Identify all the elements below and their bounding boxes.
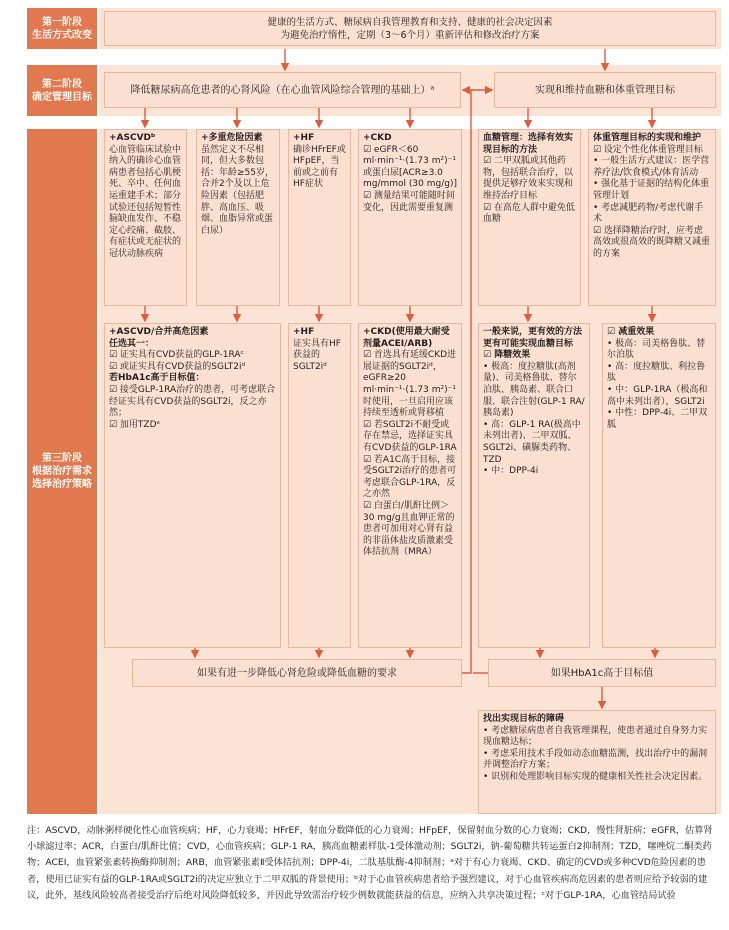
ckd-definition-box: +CKD ☑ eGFR＜60 ml·min⁻¹·(1.73 m²)⁻¹或蛋白尿[ACR≥3.0 mg/mmol (30 mg/g)] ☑ 测量结果可能随时间变化，因此需要重复测	[358, 129, 462, 306]
hf-treatment-box: +HF 证实具有HF获益的SGLT2iᵈ	[288, 323, 351, 648]
lifestyle-box: 健康的生活方式、糖尿病自我管理教育和支持、健康的社会决定因素 为避免治疗惰性，定期（3～6个月）重新评估和修改治疗方案	[104, 11, 716, 46]
weight-efficacy-box: ☑ 减重效果 • 极高：司美格鲁肽、替尔泊肽 • 高：度拉糖肽、利拉鲁肽 • 中：GLP-1RA（极高和高中未列出者），SGLT2i • 中性：DPP-4i、二甲双胍	[602, 323, 716, 648]
further-risk-reduction-box: 如果有进一步降低心肾危险或降低血糖的要求	[132, 659, 462, 687]
ckd-treatment-box: +CKD(使用最大耐受剂量ACEI/ARB) ☑ 首选具有延缓CKD进展证据的SGLT2iᵈ，eGFR≥20 ml·min⁻¹·(1.73 m²)⁻¹时使用，一旦启用应该持续至透析或肾移植 ☑ 若SGLT2i不耐受或存在禁忌，选择证实具有CVD获益的GLP-1RA ☑ 若A1C高于目标，接受SGLT2i治疗的患者可考虑联合GLP-1RA，反之亦然 ☑ 白蛋白/肌酐比例＞30 mg/g且血钾正常的患者可加用对心肾有益的非甾体盐皮质激素受体拮抗剂（MRA）	[358, 323, 462, 648]
glucose-efficacy-box: 一般来说，更有效的方法更有可能实现血糖目标 ☑ 降糖效果 • 极高：度拉糖肽(高剂量)、司美格鲁肽、替尔泊肽、胰岛素、联合口服、联合注射(GLP-1 RA/胰岛素) • 高：GLP-1 RA(极高中未列出者)、二甲双胍、SGLT2i、磺脲类药物、TZD • 中：DPP-4i	[478, 323, 590, 648]
footnote: 注：ASCVD，动脉粥样硬化性心血管疾病；HF，心力衰竭；HFrEF，射血分数降低的心力衰竭；HFpEF，保留射血分数的心力衰竭；CKD，慢性肾脏病；eGFR，估算肾小球滤过率；ACR，白蛋白/肌酐比值；CVD，心血管疾病；GLP-1 RA，胰高血糖素样肽-1受体激动剂；SGLT2i，钠-葡萄糖共转运蛋白2抑制剂；TZD，噻唑烷二酮类药物；ACEI，血管紧张素转换酶抑制剂；ARB，血管紧张素Ⅱ受体拮抗剂；DPP-4i，二肽基肽酶-4抑制剂；ᵃ对于有心力衰竭、CKD、确定的CVD或多种CVD危险因素的患者，使用已证实有益的GLP-1RA或SGLT2i的决定应独立于二甲双胍的背景使用；ᵇ对于心血管疾病患者给予强烈建议，对于心血管疾病高危因素的患者则应给予较弱的建议，此外，基线风险较高者接受治疗后绝对风险降低较多，并因此导致需治疗较少例数就能获益的信息，应纳入共享决策过程；ᶜ对于GLP-1RA，心血管结局试验	[27, 825, 713, 901]
goal-cardiorenal-box: 降低糖尿病高危患者的心肾风险（在心血管风险综合管理的基础上）ᵃ	[104, 72, 461, 108]
ascvd-definition-box: +ASCVDᵇ 心血管临床试验中纳入的确诊心血管病患者包括心肌梗死、卒中、任何血运重建手术；部分试验还包括短暂性脑缺血发作、不稳定心绞痛、截肢、有症状或无症状的冠状动脉疾病	[104, 129, 187, 306]
goal-glucose-weight-box: 实现和维持血糖和体重管理目标	[494, 72, 716, 108]
weight-management-box: 体重管理目标的实现和维护 ☑ 设定个性化体重管理目标 • 一般生活方式建议：医学营养疗法/饮食模式/体育活动 • 强化基于证据的结构化体重管理计划 • 考虑减肥药物/考虑代谢手术 ☑ 选择降糖治疗时，应考虑高效或很高效的既降糖又减重的方案	[588, 129, 716, 306]
glucose-management-box: 血糖管理：选择有效实现目标的方法 ☑ 二甲双胍或其他药物，包括联合治疗，以提供足够疗效来实现和维持治疗目标 ☑ 在高危人群中避免低血糖	[478, 129, 581, 306]
stage-3-label: 第三阶段 根据治疗需求 选择治疗策略	[27, 129, 97, 814]
stage-1-label: 第一阶段 生活方式改变	[27, 8, 97, 49]
stage-2-label: 第二阶段 确定管理目标	[27, 65, 97, 116]
barriers-box: 找出实现目标的障碍 • 考虑糖尿病患者自我管理课程，使患者通过自身努力实现血糖达标； • 考虑采用技术手段如动态血糖监测，找出治疗中的漏洞并调整治疗方案； • 识别和处理影响目标实现的健康相关性社会决定因素。	[478, 710, 716, 814]
hf-definition-box: +HF 确诊HFrEF或HFpEF，当前或之前有HF症状	[288, 129, 351, 306]
hba1c-above-target-box: 如果HbA1c高于目标值	[488, 659, 716, 687]
ascvd-treatment-box: +ASCVD/合并高危因素 任选其一： ☑ 证实具有CVD获益的GLP-1RAᶜ ☑ 或证实具有CVD获益的SGLT2iᵈ 若HbA1c高于目标值： ☑ 接受GLP-1RA治疗的患者，可考虑联合经证实具有CVD获益的SGLT2i，反之亦然； ☑ 加用TZDᵉ	[104, 323, 281, 648]
multiple-risk-factors-box: +多重危险因素 虽然定义不尽相同，但大多数包括：年龄≥55岁，合并2个及以上危险因素（包括肥胖、高血压、吸烟、血脂异常或蛋白尿）	[196, 129, 280, 306]
